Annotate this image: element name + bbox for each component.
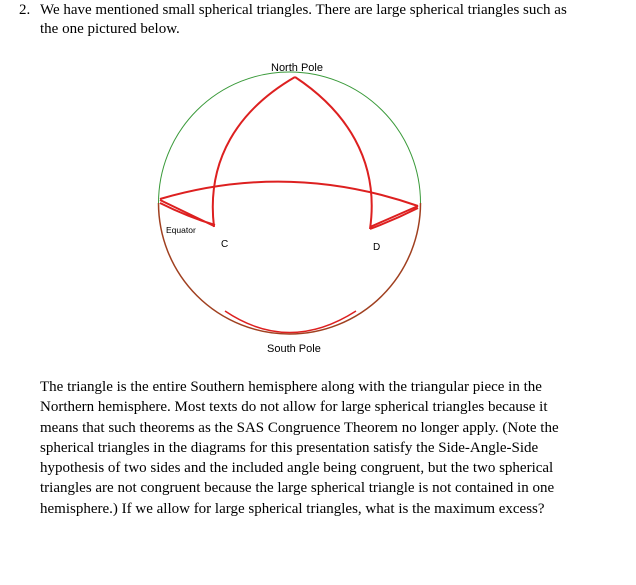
sphere-outline-north [159, 72, 421, 203]
paragraph-line-6: triangles are not congruent because the large spherical triangle is not contained in one [40, 480, 555, 497]
question-intro-line-2: the one pictured below. [40, 21, 180, 37]
paragraph-line-1: The triangle is the entire Southern hemisphere along with the triangular piece in the [40, 379, 542, 395]
arc-d-to-north-pole [295, 77, 372, 229]
paragraph-line-5: hypothesis of two sides and the included angle being congruent, but the two spherical [40, 460, 554, 477]
question-intro-line-1: We have mentioned small spherical triangles. There are large spherical triangles such as [40, 2, 567, 18]
left-wedge [160, 200, 215, 226]
equator-label: Equator [166, 225, 196, 235]
paragraph-line-3: means that such theorems as the SAS Congruence Theorem no longer apply. (Note the [40, 419, 559, 436]
south-pole-label: South Pole [267, 343, 321, 355]
explanation-paragraph [40, 377, 600, 519]
south-pole-arc [225, 311, 356, 333]
point-d-label: D [373, 242, 381, 253]
north-pole-label: North Pole [271, 62, 323, 74]
paragraph-line-7: hemisphere.) If we allow for large spherical triangles, what is the maximum excess? [40, 500, 545, 517]
paragraph-line-4: spherical triangles in the diagrams for this presentation satisfy the Side-Angle-Side [40, 439, 539, 456]
question-number: 2. [19, 2, 31, 18]
arc-c-to-north-pole [213, 77, 295, 227]
paragraph-line-2: Northern hemisphere. Most texts do not allow for large spherical triangles because it [40, 399, 548, 416]
right-wedge [370, 206, 418, 229]
point-c-label: C [221, 239, 229, 250]
equator-arc [160, 182, 418, 206]
